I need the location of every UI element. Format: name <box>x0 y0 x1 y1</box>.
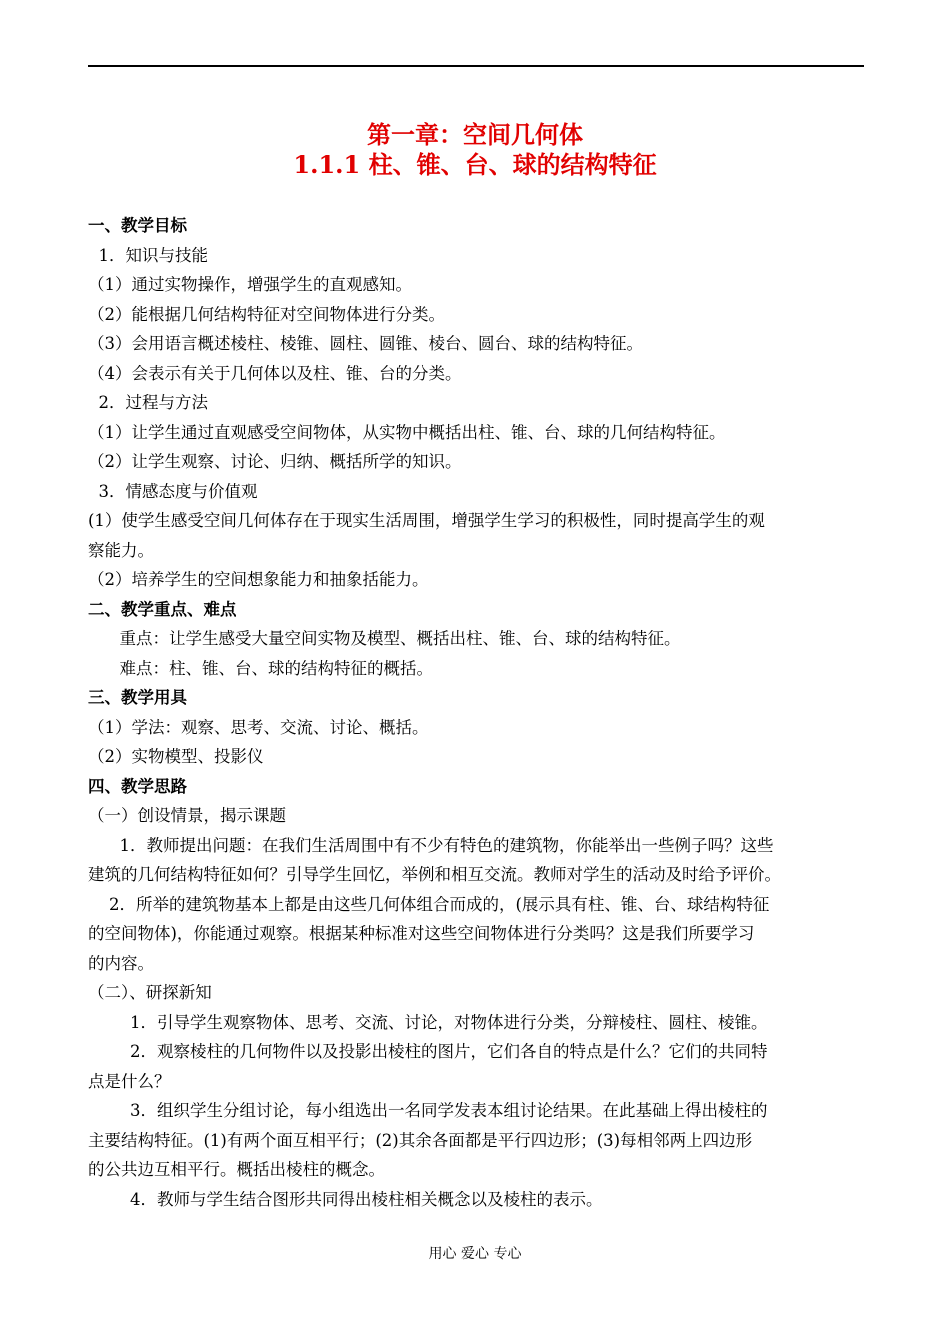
body-line: 2．观察棱柱的几何物件以及投影出棱柱的图片，它们各自的特点是什么？它们的共同特 <box>88 1042 768 1061</box>
body-line: 2．所举的建筑物基本上都是由这些几何体组合而成的，(展示具有柱、锥、台、球结构特征 <box>88 895 770 914</box>
body-line: 2．过程与方法 <box>88 393 208 412</box>
heading-key-points: 二、教学重点、难点 <box>88 600 237 619</box>
heading-teaching-approach: 四、教学思路 <box>88 777 187 796</box>
header-rule <box>88 65 864 67</box>
page-footer: 用心 爱心 专心 <box>428 1246 522 1262</box>
heading-teaching-goals: 一、教学目标 <box>88 216 187 235</box>
body-line: （3）会用语言概述棱柱、棱锥、圆柱、圆锥、棱台、圆台、球的结构特征。 <box>88 334 643 353</box>
body-line: 的空间物体)，你能通过观察。根据某种标准对这些空间物体进行分类吗？这是我们所要学习 <box>88 924 755 943</box>
body-line: （1）学法：观察、思考、交流、讨论、概括。 <box>88 718 429 737</box>
heading-teaching-tools: 三、教学用具 <box>88 688 187 707</box>
section-title: 1.1.1 柱、锥、台、球的结构特征 <box>293 150 657 179</box>
body-line: 察能力。 <box>88 541 154 560</box>
body-line: （一）创设情景，揭示课题 <box>88 806 286 825</box>
body-line: 1．引导学生观察物体、思考、交流、讨论，对物体进行分类，分辩棱柱、圆柱、棱锥。 <box>88 1013 768 1032</box>
body-line: 主要结构特征。(1)有两个面互相平行；(2)其余各面都是平行四边形；(3)每相邻两上四边形 <box>88 1131 753 1150</box>
body-line: 3．情感态度与价值观 <box>88 482 258 501</box>
body-line: 难点：柱、锥、台、球的结构特征的概括。 <box>88 659 433 678</box>
body-line: 1．教师提出问题：在我们生活周围中有不少有特色的建筑物，你能举出一些例子吗？这些 <box>88 836 774 855</box>
body-line: （二）、研探新知 <box>88 983 212 1002</box>
body-line: 的公共边互相平行。概括出棱柱的概念。 <box>88 1160 385 1179</box>
body-line: 的内容。 <box>88 954 154 973</box>
body-line: （2）实物模型、投影仪 <box>88 747 264 766</box>
body-line: （2）能根据几何结构特征对空间物体进行分类。 <box>88 305 445 324</box>
body-line: 3．组织学生分组讨论，每小组选出一名同学发表本组讨论结果。在此基础上得出棱柱的 <box>88 1101 768 1120</box>
body-line: （4）会表示有关于几何体以及柱、锥、台的分类。 <box>88 364 462 383</box>
body-line: 点是什么？ <box>88 1072 171 1091</box>
body-line: （1）通过实物操作，增强学生的直观感知。 <box>88 275 412 294</box>
body-line: (1）使学生感受空间几何体存在于现实生活周围，增强学生学习的积极性，同时提高学生的观 <box>88 511 765 530</box>
body-line: （1）让学生通过直观感受空间物体，从实物中概括出柱、锥、台、球的几何结构特征。 <box>88 423 726 442</box>
body-line: （2）让学生观察、讨论、归纳、概括所学的知识。 <box>88 452 462 471</box>
chapter-title: 第一章：空间几何体 <box>367 120 583 149</box>
body-line: 1．知识与技能 <box>88 246 208 265</box>
body-line: 重点：让学生感受大量空间实物及模型、概括出柱、锥、台、球的结构特征。 <box>88 629 681 648</box>
body-line: 建筑的几何结构特征如何？引导学生回忆，举例和相互交流。教师对学生的活动及时给予评价。 <box>88 865 781 884</box>
body-line: （2）培养学生的空间想象能力和抽象括能力。 <box>88 570 429 589</box>
body-line: 4．教师与学生结合图形共同得出棱柱相关概念以及棱柱的表示。 <box>88 1190 603 1209</box>
